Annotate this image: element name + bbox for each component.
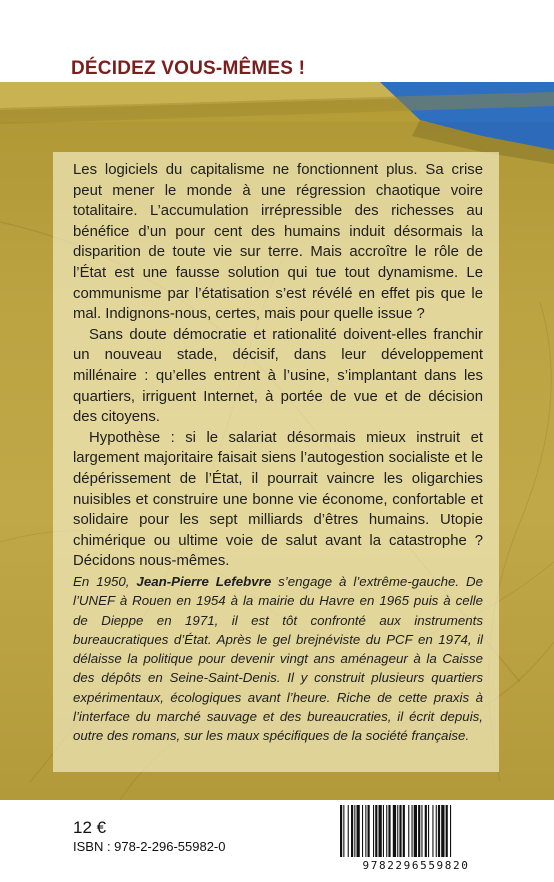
- barcode-bar: [403, 805, 405, 857]
- barcode-bar: [357, 805, 360, 857]
- bio-intro: En 1950,: [73, 574, 130, 589]
- isbn: ISBN : 978-2-296-55982-0: [73, 839, 226, 854]
- back-cover-text: [73, 160, 483, 572]
- barcode-bar: [418, 805, 420, 857]
- barcode-bar: [351, 805, 353, 857]
- barcode-bar: [348, 805, 349, 857]
- barcode-bar: [446, 805, 448, 857]
- barcode-bar: [441, 805, 444, 857]
- barcode-bar: [393, 805, 396, 857]
- barcode-bar: [412, 805, 413, 857]
- barcode-bar: [386, 805, 387, 857]
- barcode-bar: [340, 805, 342, 857]
- bio-text: s’engage à l’extrême-gauche. De l’UNEF à Rouen en 1954 à la mairie du Havre en 1965 puis à celle de Dieppe en 1971, il est tôt confronté aux instruments bureaucratiques d’État. Après le gel brejnéviste du PCF en 1974, il délaisse la politique pour devenir vingt ans aménageur à la Caisse des dépôts en Seine-Saint-Denis. Il y construit plusieurs quartiers expérimentaux, écologiques avant l’heure. Riche de cette praxis à l’interface du marché sauvage et des bureaucraties, il écrit depuis, outre des romans, sur les maux spécifiques de la société française.: [73, 574, 484, 744]
- barcode-bar: [432, 805, 433, 857]
- barcode-bar: [408, 805, 409, 857]
- paragraph-1: Les logiciels du capitalisme ne fonctionnent plus. Sa crise peut mener le monde à une régression chaotique voire totalitaire. L’accumulation irrépressible des richesses au bénéfice d’un pour cent des humains induit désormais la disparition de toute vie sur terre. Mais accroître le rôle de l’État est une fausse solution qui tue tout dynamisme. Le communisme par l’étatisation s’est révélé en effet pis que le mal. Indignons-nous, certes, mais pour quelle issue ?: [73, 162, 483, 323]
- barcode-bar: [421, 805, 422, 857]
- barcode-bar: [383, 805, 384, 857]
- barcode-bar: [365, 805, 366, 857]
- barcode-bar: [368, 805, 370, 857]
- barcode-bar: [450, 805, 451, 857]
- barcode-bar: [354, 805, 355, 857]
- barcode-bar: [362, 805, 363, 857]
- author-name: Jean-Pierre Lefebvre: [136, 574, 272, 589]
- barcode-bar: [373, 805, 374, 857]
- author-bio: [73, 572, 483, 746]
- barcode-bar: [428, 805, 429, 857]
- barcode-bar: [436, 805, 437, 857]
- barcode-bar: [397, 805, 398, 857]
- paragraph-3: Hypothèse : si le salariat désormais mieux instruit et largement majoritaire faisait siens l’autogestion socialiste et le dépérissement de l’État, il pourrait vaincre les oligarchies nuisibles et construire une bonne vie économe, confortable et solidaire pour les sept milliards d’êtres humains. Utopie chimérique ou ultime voie de salut avant la catastrophe ? Décidons nous-mêmes.: [73, 429, 483, 570]
- barcode-bar: [388, 805, 390, 857]
- barcode-bar: [425, 805, 427, 857]
- barcode-bar: [379, 805, 382, 857]
- price: 12 €: [73, 818, 107, 837]
- book-title: DÉCIDEZ VOUS-MÊMES !: [71, 57, 306, 79]
- barcode-bar: [375, 805, 377, 857]
- barcode-bar: [343, 805, 344, 857]
- barcode-bar: [414, 805, 417, 857]
- barcode: [336, 803, 496, 875]
- barcode-digits: 9782296559820: [362, 859, 470, 872]
- barcode-bar: [438, 805, 440, 857]
- paragraph-2: Sans doute démocratie et rationalité doivent-elles franchir un nouveau stade, décisif, dans leur développement millénaire : qu’elles entrent à l’usine, s’implantant dans les quartiers, irriguent Internet, à portée de vue et de décision des citoyens.: [73, 326, 483, 426]
- barcode-bar: [399, 805, 401, 857]
